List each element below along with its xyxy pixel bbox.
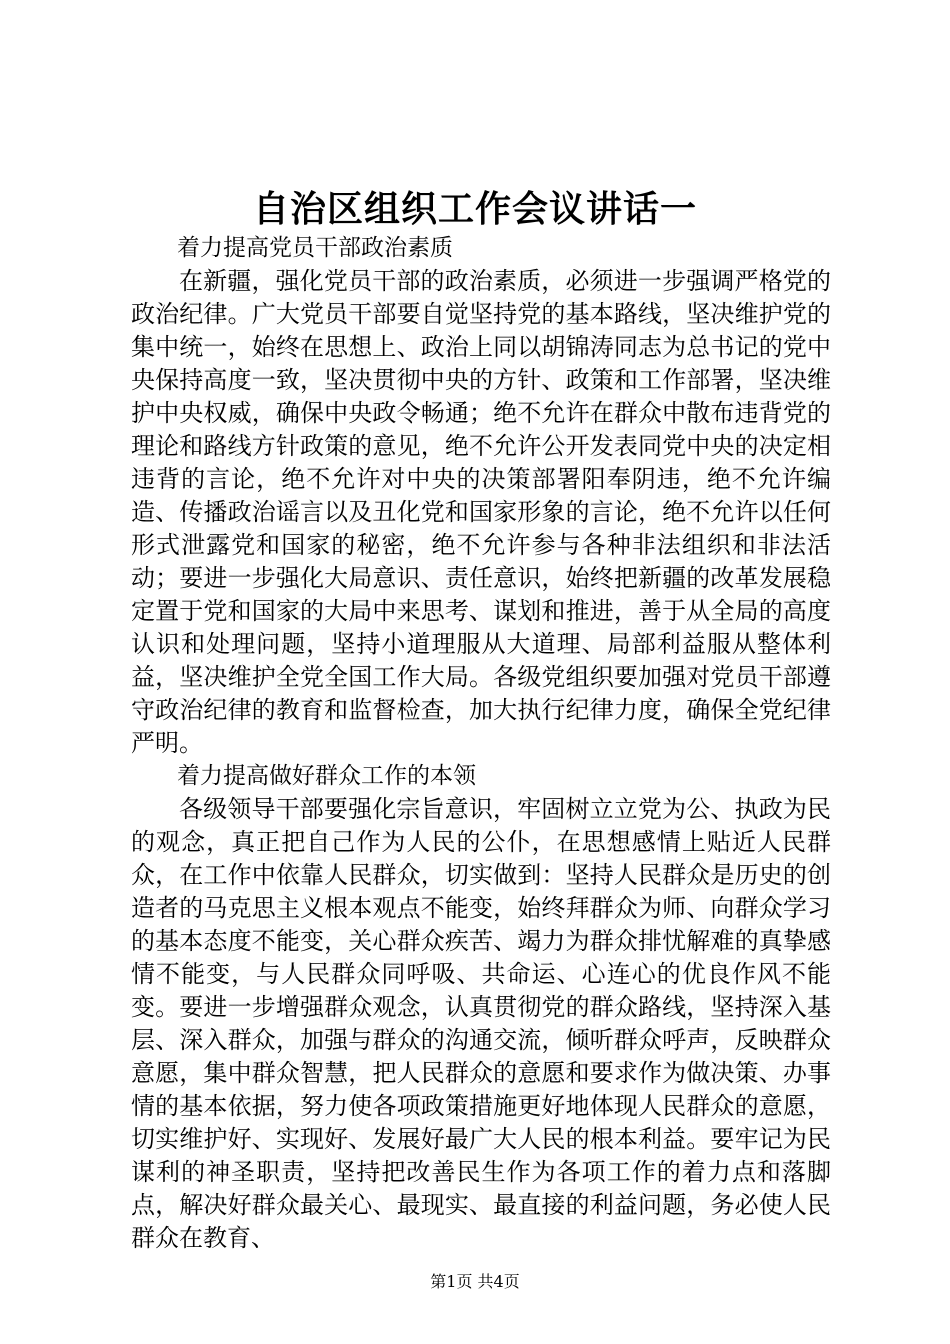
page-footer: 第1页 共4页 [430, 1272, 520, 1291]
page-title: 自治区组织工作会议讲话一 [252, 188, 697, 230]
document-body [131, 232, 831, 1255]
section-heading-mass-work: 着力提高做好群众工作的本领 [177, 763, 476, 789]
section-paragraph-political-quality: 在新疆，强化党员干部的政治素质，必须进一步强调严格党的政治纪律。广大党员干部要自觉坚持党的基本路线，坚决维护党的集中统一，始终在思想上、政治上同以胡锦涛同志为总书记的党中央保持高度一致，坚决贯彻中央的方针、政策和工作部署，坚决维护中央权威，确保中央政令畅通；绝不允许在群众中散布违背党的理论和路线方针政策的意见，绝不允许公开发表同党中央的决定相违背的言论，绝不允许对中央的决策部署阳奉阴违，绝不允许编造、传播政治谣言以及丑化党和国家形象的言论，绝不允许以任何形式泄露党和国家的秘密，绝不允许参与各种非法组织和非法活动；要进一步强化大局意识、责任意识，始终把新疆的改革发展稳定置于党和国家的大局中来思考、谋划和推进，善于从全局的高度认识和处理问题，坚持小道理服从大道理、局部利益服从整体利益，坚决维护全党全国工作大局。各级党组织要加强对党员干部遵守政治纪律的教育和监督检查，加大执行纪律力度，确保全党纪律严明。 [131, 267, 831, 757]
section-paragraph-mass-work: 各级领导干部要强化宗旨意识，牢固树立立党为公、执政为民的观念，真正把自己作为人民的公仆，在思想感情上贴近人民群众，在工作中依靠人民群众，切实做到：坚持人民群众是历史的创造者的马克思主义根本观点不能变，始终拜群众为师、向群众学习的基本态度不能变，关心群众疾苦、竭力为群众排忧解难的真挚感情不能变，与人民群众同呼吸、共命运、心连心的优良作风不能变。要进一步增强群众观念，认真贯彻党的群众路线，坚持深入基层、深入群众，加强与群众的沟通交流，倾听群众呼声，反映群众意愿，集中群众智慧，把人民群众的意愿和要求作为做决策、办事情的基本依据，努力使各项政策措施更好地体现人民群众的意愿，切实维护好、实现好、发展好最广大人民的根本利益。要牢记为民谋利的神圣职责，坚持把改善民生作为各项工作的着力点和落脚点，解决好群众最关心、最现实、最直接的利益问题，务必使人民群众在教育、 [131, 795, 831, 1252]
section-heading-political-quality: 着力提高党员干部政治素质 [177, 235, 453, 261]
